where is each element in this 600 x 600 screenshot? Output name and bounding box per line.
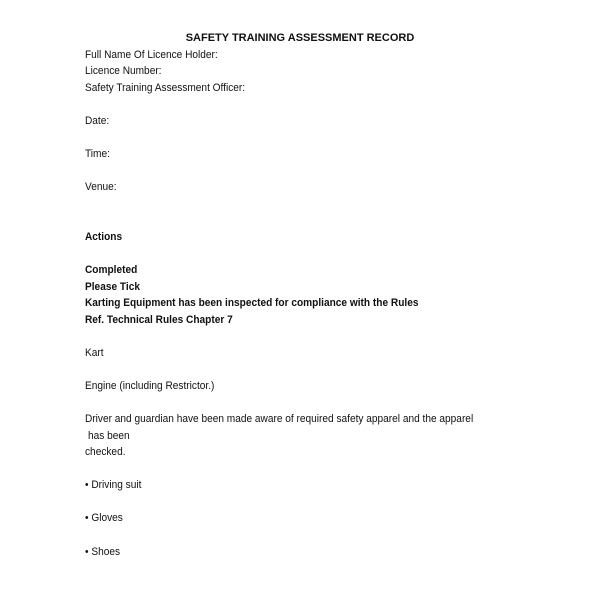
please-tick-heading: Please Tick [85, 281, 140, 293]
date-field-label: Date: [85, 115, 110, 127]
full-name-field-label: Full Name Of Licence Holder: [85, 49, 218, 61]
kart-item: Kart [85, 347, 104, 359]
engine-item: Engine (including Restrictor.) [85, 380, 215, 392]
venue-field-label: Venue: [85, 181, 117, 193]
driver-guardian-text-line1: Driver and guardian have been made aware of required safety apparel and the apparel [85, 413, 474, 425]
time-field-label: Time: [85, 148, 110, 160]
licence-number-field-label: Licence Number: [85, 65, 162, 77]
actions-heading: Actions [85, 231, 123, 243]
driver-guardian-text-line3: checked. [85, 446, 126, 458]
document-title: SAFETY TRAINING ASSESSMENT RECORD [185, 32, 415, 44]
completed-heading: Completed [85, 264, 138, 276]
technical-rules-reference: Ref. Technical Rules Chapter 7 [85, 314, 233, 326]
assessment-officer-field-label: Safety Training Assessment Officer: [85, 82, 246, 94]
karting-inspected-heading: Karting Equipment has been inspected for compliance with the Rules [85, 297, 419, 309]
apparel-item-gloves: • Gloves [85, 512, 123, 524]
driver-guardian-text-line2: has been [88, 430, 130, 442]
apparel-item-driving-suit: • Driving suit [85, 479, 142, 491]
apparel-item-shoes: • Shoes [85, 546, 121, 558]
